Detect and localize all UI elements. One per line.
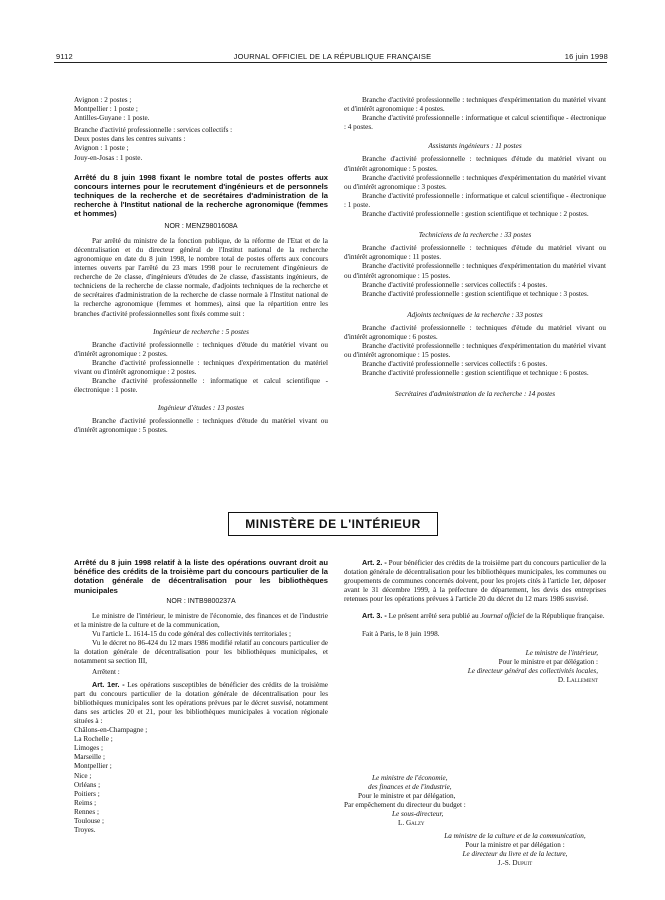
branch-item: Branche d'activité professionnelle : techniques d'expérimentation du matériel vivant ou d'intérêt agronomique : 3 postes. bbox=[344, 173, 606, 191]
preamble-paragraph: Vu l'article L. 1614-15 du code général des collectivités territoriales ; bbox=[92, 630, 292, 639]
text-line: Montpellier : 1 poste ; bbox=[74, 105, 138, 114]
city-item: Troyes. bbox=[74, 826, 96, 835]
text-line: Deux postes dans les centres suivants : bbox=[74, 135, 186, 144]
preamble-paragraph: Vu le décret no 86-424 du 12 mars 1986 modifié relatif au concours particulier de la dotation générale de décentralisation pour les bibliothèques municipales, et notamment sa section III, bbox=[74, 639, 328, 666]
signature-line: La ministre de la culture et de la communication, bbox=[444, 832, 586, 840]
article-label: Art. 2. - bbox=[362, 558, 387, 567]
city-item: La Rochelle ; bbox=[74, 735, 113, 744]
branch-item: Branche d'activité professionnelle : informatique et calcul scientifique - électronique : 1 poste. bbox=[344, 191, 606, 209]
journal-title: JOURNAL OFFICIEL DE LA RÉPUBLIQUE FRANÇAISE bbox=[233, 52, 432, 61]
city-item: Limoges ; bbox=[74, 744, 103, 753]
branch-item: Branche d'activité professionnelle : techniques d'étude du matériel vivant ou d'intérêt agronomique : 2 postes. bbox=[74, 340, 328, 358]
signatory-name: D. Lallement bbox=[557, 675, 598, 684]
top-left-column bbox=[74, 96, 328, 436]
article-label: Art. 3. - bbox=[362, 611, 387, 621]
issue-date: 16 juin 1998 bbox=[564, 52, 608, 61]
article-label: Art. 1er. - bbox=[92, 679, 125, 689]
article-text: Les opérations susceptibles de bénéficier des crédits de la troisième part du concours particulier de la dotation générale de décentralisation pour les bibliothèques municipales sont les opérations prévues par le décret susvisé, notamment dans ses articles 20 et 21, pour les bibliothèques municipales à vocation régionale situées à : bbox=[74, 680, 329, 725]
branch-item: Branche d'activité professionnelle : techniques d'étude du matériel vivant ou d'intérêt agronomique : 5 postes. bbox=[74, 417, 328, 435]
branch-item: Branche d'activité professionnelle : techniques d'étude du matériel vivant ou d'intérêt agronomique : 6 postes. bbox=[344, 323, 606, 341]
city-item: Châlons-en-Champagne ; bbox=[74, 726, 148, 735]
branch-item: Branche d'activité professionnelle : techniques d'expérimentation du matériel vivant ou d'intérêt agronomique : 2 postes. bbox=[74, 358, 328, 376]
section-title: Ingénieur d'études : 13 postes bbox=[157, 404, 245, 413]
text-line: Jouy-en-Josas : 1 poste. bbox=[74, 153, 143, 162]
text-line: Branche d'activité professionnelle : services collectifs : bbox=[74, 126, 233, 135]
bottom-left-column bbox=[74, 558, 328, 835]
arrete-title: Arrêté du 8 juin 1998 fixant le nombre total de postes offerts aux concours internes pour le recrutement d'ingénieurs et de personnels techniques de la recherche et de secrétaires d'administration de la recherche à l'Institut national de la recherche agronomique (femmes et hommes) bbox=[74, 172, 328, 219]
signature-line: Pour le ministre et par délégation : bbox=[498, 657, 598, 666]
date-line: Fait à Paris, le 8 juin 1998. bbox=[362, 629, 440, 638]
article-1 bbox=[74, 680, 328, 726]
signature-line: Pour la ministre et par délégation : bbox=[465, 841, 565, 850]
branch-item: Branche d'activité professionnelle : informatique et calcul scientifique - électronique : 1 poste. bbox=[74, 377, 328, 395]
city-item: Marseille ; bbox=[74, 753, 105, 762]
signature-line: Le ministre de l'intérieur, bbox=[525, 648, 598, 657]
nor-reference: NOR : MENZ9801608A bbox=[164, 222, 238, 230]
signature-line: Pour le ministre et par délégation, bbox=[358, 792, 456, 801]
branch-item: Branche d'activité professionnelle : techniques d'expérimentation du matériel vivant et d'intérêt agronomique : 4 postes. bbox=[344, 96, 606, 114]
text-line: Antilles-Guyane : 1 poste. bbox=[74, 114, 150, 123]
signature-block-economy bbox=[300, 774, 500, 829]
branch-item: Branche d'activité professionnelle : informatique et calcul scientifique - électronique : 4 postes. bbox=[344, 114, 606, 132]
signatory-name: L. Galzy bbox=[398, 819, 425, 828]
arretent-label: Arrêtent : bbox=[92, 668, 120, 677]
branch-item: Branche d'activité professionnelle : gestion scientifique et technique : 2 postes. bbox=[362, 210, 589, 219]
article-2 bbox=[344, 558, 606, 604]
branch-item: Branche d'activité professionnelle : techniques d'étude du matériel vivant ou d'intérêt agronomique : 5 postes. bbox=[344, 155, 606, 173]
intro-paragraph: Par arrêté du ministre de la fonction publique, de la réforme de l'Etat et de la décentralisation et du directeur général de l'Institut national de la recherche agronomique en date du 8 juin 1998, le nombre total de postes offerts aux concours internes ouverts par l'arrêté du 23 mars 1998 pour le recrutement d'ingénieurs de recherche de 2e classe, d'ingénieurs d'études de 2e classe, d'assistants ingénieurs, de techniciens de la recherche de classe normale, d'adjoints techniques de la recherche et de secrétaires d'administration de la recherche de classe normale à l'Institut national de la recherche agronomique (femmes et hommes), ainsi que la répartition entre les branches d'activité professionnelles sont fixés comme suit : bbox=[74, 236, 328, 318]
section-title: Techniciens de la recherche : 33 postes bbox=[418, 231, 532, 240]
signature-line: Le directeur général des collectivités locales, bbox=[467, 666, 598, 675]
nor-reference: NOR : INTB9800237A bbox=[166, 597, 236, 605]
bottom-right-column bbox=[344, 558, 606, 685]
article-3 bbox=[344, 611, 606, 621]
city-item: Rennes ; bbox=[74, 807, 99, 816]
signature-line: Le sous-directeur, bbox=[392, 810, 444, 819]
branch-item: Branche d'activité professionnelle : services collectifs : 4 postes. bbox=[362, 280, 548, 289]
branch-item: Branche d'activité professionnelle : techniques d'expérimentation du matériel vivant ou d'intérêt agronomique : 15 postes. bbox=[344, 342, 606, 360]
signatory-name: J.-S. Dupuit bbox=[497, 859, 533, 868]
text-line: Avignon : 1 poste ; bbox=[74, 144, 129, 153]
city-item: Toulouse ; bbox=[74, 816, 105, 825]
section-title: Secrétaires d'administration de la recherche : 14 postes bbox=[394, 390, 556, 399]
signature-line: Le directeur du livre et de la lecture, bbox=[462, 850, 568, 859]
page-number: 9112 bbox=[56, 52, 73, 61]
city-item: Nice ; bbox=[74, 771, 92, 780]
city-item: Montpellier ; bbox=[74, 762, 112, 771]
branch-item: Branche d'activité professionnelle : techniques d'étude du matériel vivant ou d'intérêt agronomique : 11 postes. bbox=[344, 244, 606, 262]
preamble-paragraph: Le ministre de l'intérieur, le ministre de l'économie, des finances et de l'industrie et la ministre de la culture et de la communication, bbox=[74, 611, 328, 629]
header-rule bbox=[54, 62, 607, 63]
article-text-italic: Journal officiel bbox=[480, 612, 525, 621]
branch-item: Branche d'activité professionnelle : gestion scientifique et technique : 6 postes. bbox=[362, 369, 589, 378]
city-item: Orléans ; bbox=[74, 780, 101, 789]
article-text: de la République française. bbox=[526, 612, 605, 621]
branch-item: Branche d'activité professionnelle : techniques d'expérimentation du matériel vivant ou d'intérêt agronomique : 15 postes. bbox=[344, 262, 606, 280]
branch-item: Branche d'activité professionnelle : gestion scientifique et technique : 3 postes. bbox=[362, 289, 589, 298]
text-line: Avignon : 2 postes ; bbox=[74, 96, 132, 104]
signature-block-interior bbox=[344, 649, 606, 685]
ministry-heading: MINISTÈRE DE L'INTÉRIEUR bbox=[228, 512, 438, 536]
article-text: Pour bénéficier des crédits de la troisième part du concours particulier de la dotation générale de décentralisation pour les bibliothèques municipales, les communes ou groupements de communes concernés doivent, pour les projets cités à l'article 1er, déposer avant le 31 décembre 1999, à la préfecture de département, les devis des entreprises retenues pour les opérations prévues à l'article 20 du décret du 12 mars 1986 susvisé. bbox=[344, 559, 607, 604]
section-title: Assistants ingénieurs : 11 postes bbox=[428, 142, 522, 151]
section-title: Adjoints techniques de la recherche : 33 postes bbox=[407, 310, 543, 319]
signature-line: Par empêchement du directeur du budget : bbox=[344, 801, 466, 810]
signature-line: Le ministre de l'économie, bbox=[372, 774, 448, 782]
arrete-title: Arrêté du 8 juin 1998 relatif à la liste des opérations ouvrant droit au bénéfice des crédits de la troisième part du concours particulier de la dotation générale de décentralisation pour les bibliothèques municipales bbox=[74, 558, 328, 595]
signature-line: des finances et de l'industrie, bbox=[368, 783, 452, 792]
top-right-column bbox=[344, 96, 606, 400]
section-title: Ingénieur de recherche : 5 postes bbox=[153, 327, 249, 336]
branch-item: Branche d'activité professionnelle : services collectifs : 6 postes. bbox=[362, 360, 548, 369]
city-item: Reims ; bbox=[74, 798, 97, 807]
article-text: Le présent arrêté sera publié au bbox=[388, 612, 479, 621]
signature-block-culture bbox=[420, 832, 610, 868]
city-item: Poitiers ; bbox=[74, 789, 100, 798]
